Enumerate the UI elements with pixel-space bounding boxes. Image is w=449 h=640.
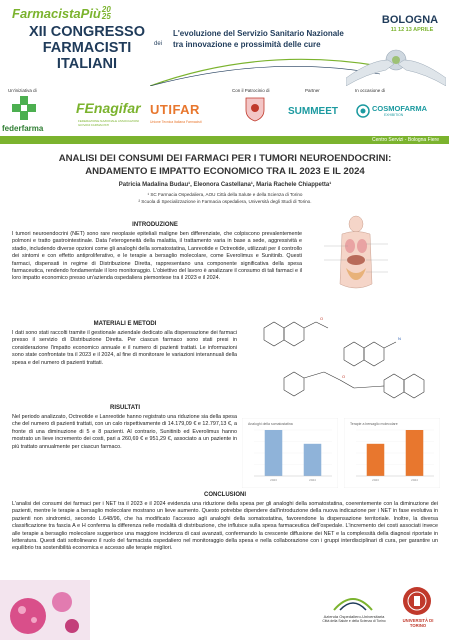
chart-x-tick-label: 2024 bbox=[411, 478, 418, 482]
conclusions-text: L'analisi dei consumi dei farmaci per i NET tra il 2023 e il 2024 evidenzia una riduzione della spesa per gli analoghi della somatostatina, coerentemente con la diminuzione dei pazienti, mentre le terapie a bersaglio molecolare mostrano un lieve aumento. Questo potrebbe dipendere dall'introduzione della nuova indicazione per i NET in fase evolutiva in pazienti non sindromici, secondo L.648/96, che ha modificato l'accesso agli analoghi della somatostatina, favorendone la dispensazione territoriale. Inoltre, la diversa classificazione tra fascia A e H conferma la differenza nelle modalità di distribuzione, che influisce sulla spesa farmaceutica dell'ospedale. L'incremento dei costi associati invece alle terapie a bersaglio molecolare suggerisce una maggiore incidenza di casi avanzati, confermando la crescente diffusione dei NET e la complessità della diagnosi riportate in letteratura. Questi dati sottolineano il ruolo del farmacista ospedaliero nel monitoraggio della spesa e nella collaborazione con i gruppi interdisciplinari di cura, per garantire un equilibrio tra sostenibilità economica e accesso alle terapie migliori. bbox=[12, 501, 438, 552]
cosmofarma-subtitle: EXHIBITION bbox=[384, 113, 404, 117]
molecular-structures-figure bbox=[244, 308, 440, 418]
cells-illustration bbox=[0, 580, 90, 640]
intro-heading: INTRODUZIONE bbox=[132, 222, 178, 228]
utifar-subtitle: Unione Tecnica Italiana Farmacisti bbox=[150, 120, 202, 124]
ospedale-logo-icon bbox=[330, 588, 376, 614]
venue-bar bbox=[0, 136, 449, 144]
poster-title-line-2: ANDAMENTO E IMPATTO ECONOMICO TRA IL 2023 E IL 2024 bbox=[85, 166, 365, 177]
affiliation-2: ² Scuola di Specializzazione in Farmacia ospedaliera, Università degli Studi di Torino. bbox=[138, 199, 312, 204]
intro-text: I tumori neuroendocrini (NET) sono rare neoplasie epiteliali maligne ben differenziate, che colpiscono prevalentemente polmoni e tratto gastrointestinale. Data l'eterogeneità della malattia, il trattamento varia in base a sede, aggressività e stadio, includendo diverse opzioni come gli analoghi della somatostatina, Lanreotide e Octreotide, utilizzati per il controllo dei sintomi e con effetto antiproliferativo, e le terapie a bersaglio molecolare, come Everolimus e Sunitinib. Questi farmaci, dispensati in regime di Distribuzione Diretta, rappresentano una componente significativa della spesa farmaceutica, rendendo fondamentale il loro monitoraggio. L'obiettivo del lavoro è analizzare il consumo di tali farmaci e il loro impatto economico presso un'azienda ospedaliera piemontese tra il 2023 e il 2024. bbox=[12, 231, 302, 282]
chart-bar-2024 bbox=[406, 430, 424, 476]
robot-hands-illustration bbox=[346, 30, 446, 86]
chart-targeted-therapies bbox=[344, 418, 440, 488]
methods-text: I dati sono stati raccolti tramite il gestionale aziendale dedicato alla dispensazione dei farmaci presso il servizio di Distribuzione Diretta. Per ciascun farmaco sono stati presi in considerazione l'impatto economico annuale e il numero di pazienti trattati. Le informazioni sono state confrontate tra il 2023 e il 2024, al fine di monitorare le variazioni interannuali della spesa e del numero di pazienti trattati. bbox=[12, 330, 237, 366]
ospedale-subtitle: Città della Salute e della Scienza di Torino bbox=[322, 619, 386, 623]
cosmofarma-logo: COSMOFARMA bbox=[372, 104, 427, 113]
svg-text:O: O bbox=[342, 374, 346, 379]
brand-name: FarmacistaPiù bbox=[12, 6, 101, 21]
chart-x-tick-label: 2024 bbox=[309, 478, 316, 482]
poster-title bbox=[20, 152, 430, 178]
congress-line-3: ITALIANI bbox=[56, 56, 118, 72]
chart-title: Terapie a bersaglio molecolare bbox=[350, 422, 398, 426]
results-text: Nel periodo analizzato, Octreotide e Lanreotide hanno registrato una riduzione sia della spesa che del numero di pazienti trattati, con un calo rispettivamente di 14.179,09 € e 12.797,13 €, a fronte di una diminuzione di 5 e 8 pazienti. Al contrario, Sunitinib ed Everolimus hanno mostrato un lieve incremento dei costi, pari a 260,69 € e 951,29 €, associato a un paziente in più trattato annualmente per ciascun farmaco. bbox=[12, 414, 237, 450]
utifar-logo: UTIFAR bbox=[150, 102, 200, 117]
brand-year: 20 25 bbox=[101, 5, 111, 21]
chart-bar-2023 bbox=[265, 430, 283, 476]
congress-line-1: XII CONGRESSO bbox=[28, 24, 146, 40]
partner-label: Partner bbox=[305, 88, 320, 93]
svg-text:O: O bbox=[320, 316, 324, 321]
chart-title: Analoghi della somatostatina bbox=[248, 422, 293, 426]
congress-dates: 11 12 13 APRILE bbox=[390, 27, 434, 33]
congress-header bbox=[0, 0, 449, 86]
congress-line-2: FARMACISTI bbox=[42, 40, 132, 56]
congress-title bbox=[22, 24, 163, 72]
fenagifar-subtitle: FEDERAZIONE NAZIONALE ASSOCIAZIONI GIOVANI FARMACISTI bbox=[78, 119, 140, 127]
congress-dei: dei bbox=[154, 41, 163, 47]
poster-title-line-1: ANALISI DEI CONSUMI DEI FARMACI PER I TUMORI NEUROENDOCRINI: bbox=[58, 153, 392, 164]
chart-somatostatin-analogues bbox=[242, 418, 338, 488]
cosmofarma-icon bbox=[356, 104, 370, 118]
sponsor-bar bbox=[0, 86, 449, 142]
patronage-crest-icon bbox=[244, 96, 266, 122]
initiative-label: Un'iniziativa di bbox=[8, 88, 37, 93]
anatomy-figure bbox=[304, 214, 440, 294]
results-heading: RISULTATI bbox=[110, 405, 140, 411]
poster-authors: Patricia Madalina Budau¹, Eleonora Castellana¹, Maria Rachele Chiappetta¹ bbox=[118, 182, 332, 188]
conclusions-heading: CONCLUSIONI bbox=[204, 492, 246, 498]
chart-bar-2023 bbox=[367, 444, 385, 476]
chart-x-tick-label: 2023 bbox=[270, 478, 277, 482]
summeet-logo: SUMMEET bbox=[288, 106, 338, 117]
congress-tagline: L'evoluzione del Servizio Sanitario Nazionale tra innovazione e prossimità delle cure bbox=[173, 29, 344, 49]
svg-text:N: N bbox=[398, 336, 401, 341]
federfarma-cross-icon bbox=[12, 96, 36, 120]
chart-x-tick-label: 2023 bbox=[372, 478, 379, 482]
patronage-label: Con il Patrocinio di bbox=[232, 88, 270, 93]
affiliation-1: ¹ SC Farmacia Ospedaliera, AOU Città della Salute e della Scienza di Torino bbox=[147, 192, 303, 197]
concurrent-label: In occasione di bbox=[355, 88, 386, 93]
congress-city: BOLOGNA bbox=[381, 14, 439, 26]
venue-text: Centro Servizi - Bologna Fiere bbox=[372, 137, 439, 143]
unito-logo: UNIVERSITÀ DI TORINO bbox=[402, 618, 434, 628]
chart-bar-2024 bbox=[304, 444, 322, 476]
unito-seal-icon bbox=[402, 586, 432, 616]
brand-logo bbox=[12, 6, 111, 21]
fenagifar-logo: FEnagifar bbox=[76, 100, 141, 116]
ospedale-name: Azienda Ospedaliero-Universitaria bbox=[323, 614, 385, 619]
methods-heading: MATERIALI E METODI bbox=[93, 321, 157, 327]
federfarma-logo: federfarma bbox=[2, 124, 44, 133]
